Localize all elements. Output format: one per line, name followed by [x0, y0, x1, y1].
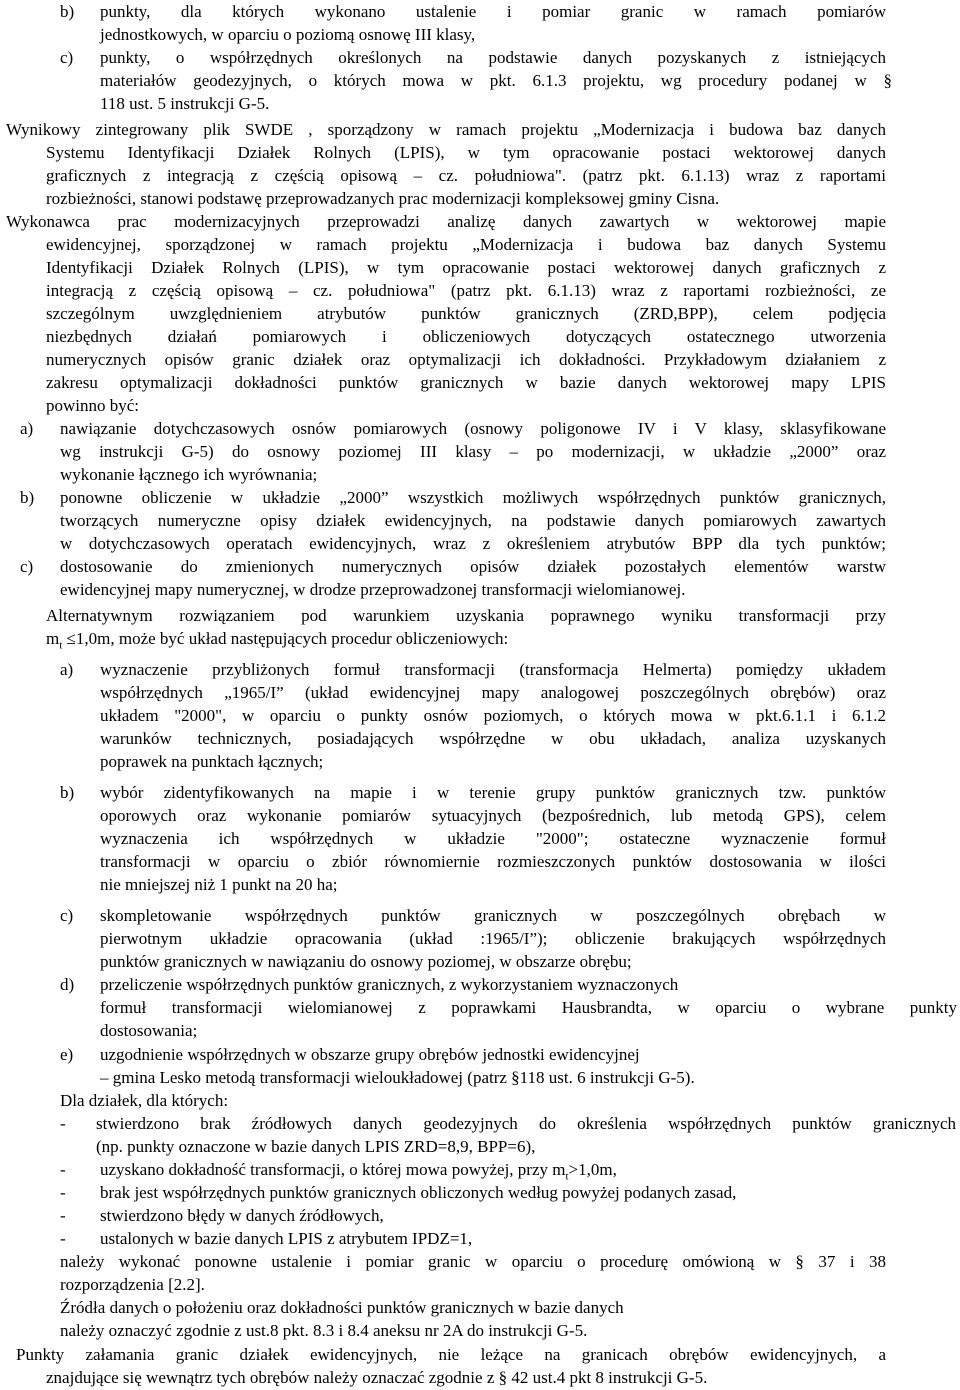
text-line: stwierdzono brak źródłowych danych geodezyjnych do określenia współrzędnych punktów granicznych: [96, 1114, 956, 1133]
text-line: wg instrukcji G-5) do osnowy poziomej III klasy – po modernizacji, w układzie „2000” oraz: [60, 442, 886, 461]
text-line: rozporządzenia [2.2].: [60, 1275, 205, 1294]
text-line: skompletowanie współrzędnych punktów granicznych w poszczególnych obrębach w: [100, 906, 886, 925]
text-line: Systemu Identyfikacji Działek Rolnych (LPIS), w tym opracowanie postaci wektorowej danych: [46, 143, 886, 162]
text-line: Dla działek, dla których:: [60, 1091, 229, 1110]
text-line: Źródła danych o położeniu oraz dokładności punktów granicznych w bazie danych: [60, 1298, 624, 1317]
text-line: uzyskano dokładność transformacji, o której mowa powyżej, przy $m_t>1,0m$,: [100, 1160, 617, 1183]
text-line: ewidencyjnej, sporządzonej w ramach projektu „Modernizacja i budowa baz danych Systemu: [46, 235, 886, 254]
text-line: należy oznaczyć zgodnie z ust.8 pkt. 8.3 i 8.4 aneksu nr 2A do instrukcji G-5.: [60, 1321, 588, 1340]
text-line: rozbieżności, stanowi podstawę przeprowadzanych prac modernizacji kompleksowej gminy Cisna.: [46, 189, 720, 208]
text-line: – gmina Lesko metodą transformacji wieloukładowej (patrz §118 ust. 6 instrukcji G-5).: [100, 1068, 695, 1087]
text-line: punkty, o współrzędnych określonych na podstawie danych pozyskanych z istniejących: [100, 48, 886, 67]
text-line: tworzących numeryczne opisy działek ewidencyjnych, na podstawie danych pomiarowych zawartych: [60, 511, 886, 530]
text-line: punktów granicznych w nawiązaniu do osnowy poziomej, w obszarze obrębu;: [100, 952, 632, 971]
text-line: poprawek na punktach łącznych;: [100, 752, 324, 771]
text-line: przeliczenie współrzędnych punktów granicznych, z wykorzystaniem wyznaczonych: [100, 975, 679, 994]
text-line: nawiązanie dotychczasowych osnów pomiarowych (osnowy poligonowe IV i V klasy, sklasyfikowane: [60, 419, 886, 438]
text-line: wyznaczenie przybliżonych formuł transformacji (transformacja Helmerta) pomiędzy układem: [100, 660, 886, 679]
list-marker: c): [20, 557, 34, 576]
list-marker: a): [60, 660, 74, 679]
text-line: nie mniejszej niż 1 punkt na 20 ha;: [100, 875, 338, 894]
text-line: ustalonych w bazie danych LPIS z atrybutem IPDZ=1,: [100, 1229, 473, 1248]
text-line: jednostkowych, w oparciu o poziomą osnowę III klasy,: [100, 25, 476, 44]
list-marker: c): [60, 48, 74, 67]
list-marker: d): [60, 975, 75, 994]
text-line: Identyfikacji Działek Rolnych (LPIS), w tym opracowanie postaci wektorowej danych graficznych z: [46, 258, 886, 277]
list-marker: -: [60, 1206, 66, 1225]
list-marker: a): [20, 419, 34, 438]
text-line: układem "2000", w oparciu o punkty osnów poziomych, o których mowa w pkt.6.1.1 i 6.1.2: [100, 706, 886, 725]
text-line: stwierdzono błędy w danych źródłowych,: [100, 1206, 384, 1225]
text-line: ponowne obliczenie w układzie „2000” wszystkich możliwych współrzędnych punktów granicznych,: [60, 488, 886, 507]
text-line: w dotychczasowych operatach ewidencyjnych, wraz z określeniem atrybutów BPP dla tych punktów;: [60, 534, 886, 553]
text-line: 118 ust. 5 instrukcji G-5.: [100, 94, 270, 113]
text-line: integracją z częścią opisową – cz. południowa" (patrz pkt. 6.1.13) wraz z raportami rozbieżności, ze: [46, 281, 886, 300]
text-line: Wynikowy zintegrowany plik SWDE , sporządzony w ramach projektu „Modernizacja i budowa baz danych: [6, 120, 886, 139]
text-line: ewidencyjnej mapy numerycznej, w drodze przeprowadzonej transformacji wielomianowej.: [60, 580, 686, 599]
text-line: szczególnym uwzględnieniem atrybutów punktów granicznych (ZRD,BPP), celem podjęcia: [46, 304, 886, 323]
text-line: niezbędnych działań pomiarowych i obliczeniowych dotyczących ostatecznego utworzenia: [46, 327, 886, 346]
text-line: formuł transformacji wielomianowej z poprawkami Hausbrandta, w oparciu o wybrane punkty: [100, 998, 957, 1017]
list-marker: b): [60, 2, 75, 21]
text-line: wyznaczenia ich współrzędnych w układzie "2000"; ostateczne wyznaczenie formuł: [100, 829, 886, 848]
text-line: transformacji w oparciu o zbiór równomiernie rozmieszczonych punktów dostosowania w ilości: [100, 852, 886, 871]
text-line: należy wykonać ponowne ustalenie i pomiar granic w oparciu o procedurę omówioną w § 37 i 38: [60, 1252, 886, 1271]
text-line: uzgodnienie współrzędnych w obszarze grupy obrębów jednostki ewidencyjnej: [100, 1045, 640, 1064]
text-line: pierwotnym układzie opracowania (układ :1965/I”); obliczenie brakujących współrzędnych: [100, 929, 886, 948]
text-line: Alternatywnym rozwiązaniem pod warunkiem uzyskania poprawnego wyniku transformacji przy: [46, 606, 886, 625]
list-marker: -: [60, 1160, 66, 1179]
list-marker: b): [60, 783, 75, 802]
text-line: dostosowanie do zmienionych numerycznych opisów działek pozostałych elementów warstw: [60, 557, 886, 576]
text-line: wybór zidentyfikowanych na mapie i w terenie grupy punktów granicznych tzw. punktów: [100, 783, 886, 802]
text-line: Wykonawca prac modernizacyjnych przeprowadzi analizę danych zawartych w wektorowej mapie: [6, 212, 886, 231]
list-marker: e): [60, 1045, 74, 1064]
text-line: $m_t \le 1,0m$, może być układ następujących procedur obliczeniowych:: [46, 629, 509, 652]
text-line: materiałów geodezyjnych, o których mowa w pkt. 6.1.3 projektu, wg procedury podanej w §: [100, 71, 892, 90]
text-line: Punkty załamania granic działek ewidencyjnych, nie leżące na granicach obrębów ewidencyjnych, a: [16, 1345, 886, 1364]
list-marker: -: [60, 1114, 66, 1133]
text-line: znajdujące się wewnątrz tych obrębów należy oznaczać zgodnie z § 42 ust.4 pkt 8 instrukcji G-5.: [46, 1368, 708, 1387]
text-line: dostosowania;: [100, 1021, 198, 1040]
list-marker: c): [60, 906, 74, 925]
text-line: punkty, dla których wykonano ustalenie i pomiar granic w ramach pomiarów: [100, 2, 886, 21]
list-marker: -: [60, 1229, 66, 1248]
list-marker: -: [60, 1183, 66, 1202]
text-line: współrzędnych „1965/I” (układ ewidencyjnej mapy analogowej poszczególnych obrębów) oraz: [100, 683, 886, 702]
text-line: graficznych z integracją z częścią opisową – cz. południowa". (patrz pkt. 6.1.13) wraz z raportami: [46, 166, 886, 185]
text-line: wykonanie łącznego ich wyrównania;: [60, 465, 318, 484]
text-line: oporowych oraz wykonanie pomiarów sytuacyjnych (bezpośrednich, lub metodą GPS), celem: [100, 806, 886, 825]
text-line: warunków technicznych, posiadających współrzędne w obu układach, analiza uzyskanych: [100, 729, 886, 748]
text-line: (np. punkty oznaczone w bazie danych LPIS ZRD=8,9, BPP=6),: [96, 1137, 536, 1156]
text-line: powinno być:: [46, 396, 140, 415]
list-marker: b): [20, 488, 35, 507]
text-line: zakresu optymalizacji dokładności punktów granicznych w bazie danych wektorowej mapy LPIS: [46, 373, 886, 392]
text-line: brak jest współrzędnych punktów granicznych obliczonych według powyżej podanych zasad,: [100, 1183, 737, 1202]
text-line: numerycznych opisów granic działek oraz optymalizacji ich dokładności. Przykładowym działaniem z: [46, 350, 886, 369]
